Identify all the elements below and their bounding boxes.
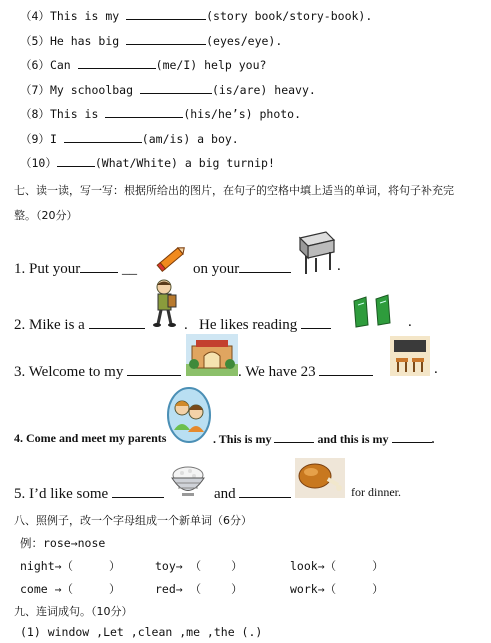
picture-sentence-2-cont bbox=[184, 314, 331, 334]
item-prefix: My schoolbag bbox=[49, 83, 140, 97]
sentence-text: He likes reading bbox=[199, 317, 298, 333]
sentence-text: . This is my bbox=[213, 432, 272, 446]
answer-blank[interactable] bbox=[80, 258, 118, 273]
item-options: (his/he’s) photo. bbox=[183, 107, 302, 121]
answer-blank[interactable] bbox=[89, 314, 145, 329]
answer-blank[interactable] bbox=[140, 82, 212, 94]
sentence-text: and this is my bbox=[317, 432, 389, 446]
picture-sentence-3 bbox=[14, 361, 181, 381]
picture-sentence-3-cont bbox=[238, 361, 373, 381]
word-night bbox=[20, 558, 121, 574]
item-options: (me/I) help you? bbox=[155, 58, 267, 72]
picture-sentence-2 bbox=[14, 314, 145, 334]
item-options: (is/are) heavy. bbox=[211, 83, 316, 97]
desk-icon bbox=[296, 228, 336, 281]
sentence-text: 3. Welcome to my bbox=[14, 364, 124, 380]
picture-sentence-4-cont bbox=[213, 430, 435, 447]
section-8-example: 例：rose→nose bbox=[20, 536, 106, 550]
sentence-text: . We have 23 bbox=[238, 364, 316, 380]
family-photo-icon bbox=[166, 386, 212, 449]
paren-close: ） bbox=[231, 582, 243, 596]
fill-item-6 bbox=[20, 57, 266, 73]
classroom-icon bbox=[390, 336, 430, 381]
section-9-item-1: (1) window ,Let ,clean ,me ,the (.) bbox=[20, 625, 263, 639]
sentence-text: 5. I’d like some bbox=[14, 486, 109, 502]
picture-sentence-1-cont bbox=[193, 258, 291, 278]
answer-blank[interactable] bbox=[126, 8, 206, 20]
picture-sentence-4 bbox=[14, 430, 166, 447]
answer-blank[interactable] bbox=[126, 33, 206, 45]
school-gate-icon bbox=[186, 334, 238, 381]
sentence-text: 4. Come and meet my parents bbox=[14, 431, 167, 445]
sentence-text: on your bbox=[193, 261, 240, 277]
item-number: （9） bbox=[20, 132, 50, 146]
item-number: （4） bbox=[20, 9, 50, 23]
item-prefix: Can bbox=[49, 58, 78, 72]
item-prefix: He has big bbox=[49, 34, 127, 48]
fill-item-4 bbox=[20, 8, 372, 24]
word-prompt: red→ （ bbox=[155, 582, 202, 596]
word-red bbox=[155, 581, 243, 597]
sentence-1-period: . bbox=[337, 258, 341, 274]
answer-blank[interactable] bbox=[105, 106, 183, 118]
answer-blank[interactable] bbox=[239, 258, 291, 273]
word-work bbox=[290, 581, 384, 597]
chicken-leg-icon bbox=[295, 458, 345, 503]
fill-item-8 bbox=[20, 106, 301, 122]
item-number: （7） bbox=[20, 83, 50, 97]
item-number: （6） bbox=[20, 58, 50, 72]
answer-blank[interactable] bbox=[274, 430, 314, 443]
fill-item-5 bbox=[20, 33, 282, 49]
books-icon bbox=[350, 293, 398, 334]
sentence-text: 1. Put your bbox=[14, 261, 81, 277]
item-number: （10） bbox=[20, 156, 57, 170]
picture-sentence-5-cont bbox=[214, 483, 291, 503]
fill-item-9 bbox=[20, 131, 239, 147]
item-options: (What/White) a big turnip! bbox=[94, 156, 275, 170]
item-prefix: This is bbox=[49, 107, 106, 121]
sentence-text: 2. Mike is a bbox=[14, 317, 85, 333]
item-options: (eyes/eye). bbox=[206, 34, 283, 48]
rice-bowl-icon bbox=[168, 463, 208, 504]
answer-blank[interactable] bbox=[392, 430, 432, 443]
word-prompt: work→（ bbox=[290, 582, 337, 596]
paren-close: ） bbox=[372, 559, 384, 573]
section-7-heading-cont: 整。（20分） bbox=[14, 209, 78, 222]
paren-close: ） bbox=[372, 582, 384, 596]
paren-close: ） bbox=[231, 559, 243, 573]
item-number: （5） bbox=[20, 34, 50, 48]
fill-item-7 bbox=[20, 82, 316, 98]
answer-blank[interactable] bbox=[239, 483, 291, 498]
answer-blank[interactable] bbox=[112, 483, 164, 498]
answer-blank[interactable] bbox=[78, 57, 156, 69]
item-number: （8） bbox=[20, 107, 50, 121]
sentence-2-period: . bbox=[408, 314, 412, 330]
word-come bbox=[20, 581, 121, 597]
paren-close: ） bbox=[109, 582, 121, 596]
paren-close: ） bbox=[109, 559, 121, 573]
word-prompt: come →（ bbox=[20, 582, 74, 596]
word-prompt: night→（ bbox=[20, 559, 74, 573]
item-options: (am/is) a boy. bbox=[141, 132, 239, 146]
sentence-text: . bbox=[431, 432, 435, 446]
sentence-3-period: . bbox=[434, 361, 438, 377]
word-prompt: look→（ bbox=[290, 559, 337, 573]
answer-blank[interactable] bbox=[127, 361, 181, 376]
item-prefix: I bbox=[49, 132, 64, 146]
answer-blank[interactable] bbox=[319, 361, 373, 376]
word-toy bbox=[155, 558, 243, 574]
word-look bbox=[290, 558, 384, 574]
fill-item-10 bbox=[20, 155, 275, 171]
picture-sentence-5-end: for dinner. bbox=[351, 485, 401, 499]
student-boy-icon bbox=[148, 278, 182, 333]
answer-blank[interactable] bbox=[64, 131, 142, 143]
sentence-text: __ bbox=[122, 261, 138, 277]
item-options: (story book/story-book). bbox=[206, 9, 373, 23]
sentence-text: and bbox=[214, 486, 236, 502]
answer-blank[interactable] bbox=[57, 155, 95, 167]
item-prefix: This is my bbox=[49, 9, 127, 23]
pencil-icon bbox=[155, 243, 189, 278]
section-9-heading: 九、连词成句。（10分） bbox=[14, 605, 133, 618]
word-prompt: toy→ （ bbox=[155, 559, 202, 573]
picture-sentence-1 bbox=[14, 258, 137, 278]
section-8-heading: 八、照例子，改一个字母组成一个新单词（6分） bbox=[14, 514, 252, 527]
picture-sentence-5 bbox=[14, 483, 164, 503]
answer-blank[interactable] bbox=[301, 314, 331, 329]
sentence-text: . bbox=[184, 317, 188, 333]
section-7-heading: 七、读一读，写一写：根据所给出的图片，在句子的空格中填上适当的单词，将句子补充完 bbox=[14, 184, 454, 197]
